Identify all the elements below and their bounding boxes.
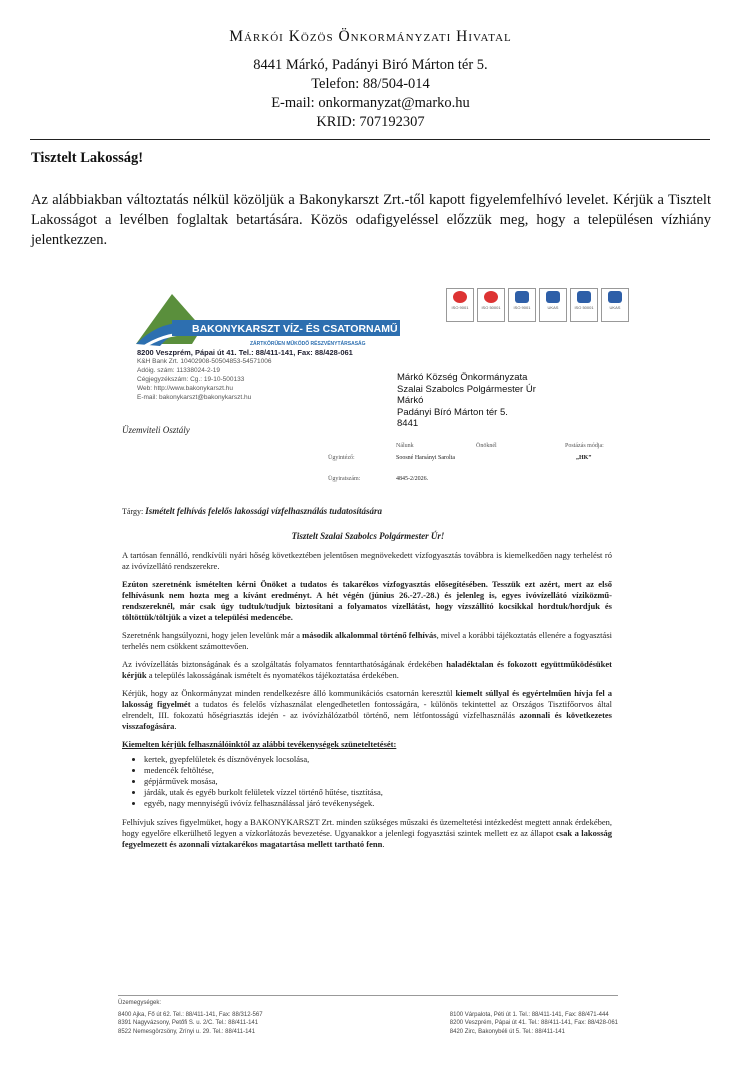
meta-onoknel: Önöknél (476, 443, 497, 449)
cert-badge-iso9001-b: ISO 9001 (508, 288, 536, 322)
paragraph-1: A tartósan fennálló, rendkívüli nyári hőség következtében jelentősen megnövekedett vízfogyasztás továbbra is kiemelkedően nagy terhelést ró az ivóvízellátó rendszerekre. (122, 550, 612, 571)
cert-badge-iso50001-b: ISO 50001 (570, 288, 598, 322)
office-krid: KRID: 707192307 (316, 114, 425, 130)
sender-block (137, 348, 353, 402)
paragraph-3: Szeretnénk hangsúlyozni, hogy jelen levelünk már a második alkalommal történő felhívás, mivel a korábbi tájékoztatás ellenére a fogyasztási terhelés nem csökkent számottevően. (122, 630, 612, 651)
header-divider (30, 139, 710, 140)
meta-ugyiratszam: 4845-2/2026. (396, 476, 429, 482)
office-email: E-mail: onkormanyzat@marko.hu (271, 95, 470, 111)
sender-web: Web: http://www.bakonykarszt.hu (137, 385, 233, 392)
letter-salutation: Tisztelt Szalai Szabolcs Polgármester Úr! (291, 531, 445, 541)
department-name: Üzemviteli Osztály (122, 425, 190, 435)
sender-address: 8200 Veszprém, Pápai út 41. Tel.: 88/411-141, Fax: 88/428-061 (137, 348, 353, 357)
meta-hk: „HK” (576, 455, 592, 461)
sender-tax: Adóig. szám: 11338024-2-19 (137, 367, 220, 374)
meta-nalunk: Nálunk (396, 443, 414, 449)
certification-badges (446, 288, 629, 322)
list-item: • kertek, gyepfelületek és dísznövények locsolása, (144, 754, 612, 765)
logo-sub: ZÁRTKÖRŰEN MŰKÖDŐ RÉSZVÉNYTÁRSASÁG (250, 341, 366, 347)
meta-postazas: Postázás módja: (565, 443, 604, 449)
paragraph-5: Kérjük, hogy az Önkormányzat minden rendelkezésre álló kommunikációs csatornán keresztül kiemelt súllyal és egyértelműen hívja fel a lakosság figyelmét a tudatos és felelős vízhasználat elengedhetetlen fontosságára, - különös tekintettel az Országos Tisztifőorvos által elrendelt, III. fokozatú hőségriasztás idején - az ivóvízhálózatból történő, nem létfontosságú vízfelhasználás azonnali és következetes visszafogására. (122, 688, 612, 731)
list-item: • gépjárművek mosása, (144, 776, 612, 787)
sender-reg: Cégjegyzékszám: Cg.: 19-10-500133 (137, 376, 245, 383)
paragraph-4: Az ivóvízellátás biztonságának és a szolgáltatás folyamatos fenntarthatóságának érdekében haladéktalan és fokozott együttműködésüket kérjük a település lakosságának ismételt és nyomatékos tájékoztatása érdekében. (122, 659, 612, 680)
paragraph-6: Felhívjuk szíves figyelmüket, hogy a BAKONYKARSZT Zrt. minden szükséges műszaki és üzemeltetési intézkedést megtett annak érdekében, hogy egyelőre elkerülhető legyen a vízkorlátozás bevezetése. Ugyanakkor a jelenlegi fogyasztási szintek mellett ez az állapot csak a lakosság fegyelmezett és azonnali víztakarékos magatartása mellett tartható fenn. (122, 817, 613, 849)
paragraph-2: Ezúton szeretnénk ismételten kérni Önöket a tudatos és takarékos vízfogyasztás elősegítésében. Tesszük ezt azért, mert az első felhívásunk nem hozta meg a kívánt eredményt. A hét végén (június 26.-27.-28.) és jelenleg is, egyes ivóvízellátó víziközmű-rendszereknél, már csak úgy tudtuk/tudjuk biztosítani a folyamatos vízellátást, hogy vízszállító kocsikkal hordtuk/hordjuk és töltöttük/töltjük a vizet a települési medencébe. (122, 579, 612, 622)
list-item: • járdák, utak és egyéb burkolt felületek vízzel történő hűtése, tisztítása, (144, 787, 612, 798)
list-heading: Kiemelten kérjük felhasználóinktól az alábbi tevékenységek szüneteltetését: (122, 739, 397, 749)
embedded-letter (108, 280, 628, 1040)
meta-ugyintezo-label: Ügyintéző: (328, 455, 355, 461)
office-address: 8441 Márkó, Padányi Biró Márton tér 5. (253, 57, 488, 73)
office-title: Márkói Közös Önkormányzati Hivatal (229, 28, 512, 45)
sender-email: E-mail: bakonykarszt@bakonykarszt.hu (137, 394, 252, 401)
sender-bank: K&H Bank Zrt. 10402908-50504853-54571006 (137, 358, 272, 365)
cert-badge-ukas-b: UKAS (601, 288, 629, 322)
footer-left: 8400 Ajka, Fő út 62. Tel.: 88/411-141, Fax: 88/312-567 8391 Nagyvázsony, Petőfi S. u. 2/C. Tel.: 88/411-141 8522 Nemesgörzsöny, Zrínyi u. 29. Tel.: 88/411-141 (118, 1011, 263, 1035)
letter-footer (118, 995, 618, 1036)
letter-subject: Tárgy: Ismételt felhívás felelős lakossági vízfelhasználás tudatosítására (122, 506, 382, 516)
office-phone: Telefon: 88/504-014 (311, 76, 430, 92)
cert-badge-iso9001: ISO 9001 (446, 288, 474, 322)
footer-right: 8100 Várpalota, Péti út 1. Tel.: 88/411-141, Fax: 88/471-444 8200 Veszprém, Pápai út 41. Tel.: 88/411-141, Fax: 88/428-061 8420 Zirc, Bakonybéli út 5. Tel.: 88/411-141 (449, 1011, 618, 1035)
letter-body (122, 550, 612, 857)
meta-ugyintezo: Soosné Harsányi Sarolta (396, 455, 455, 461)
greeting: Tisztelt Lakosság! (31, 150, 144, 166)
list-item: • medencék feltöltése, (144, 765, 612, 776)
cert-badge-ukas: UKAS (539, 288, 567, 322)
meta-ugyiratszam-label: Ügyiratszám: (328, 476, 361, 482)
cert-badge-iso50001: ISO 50001 (477, 288, 505, 322)
activity-list (122, 754, 612, 809)
list-item: • egyéb, nagy mennyiségű ivóvíz felhasználással járó tevékenységek. (144, 798, 612, 809)
footer-heading: Üzemegységek: (118, 1000, 162, 1006)
recipient-block: Márkó Község Önkormányzata Szalai Szabolcs Polgármester Úr Márkó Padányi Bíró Márton tér 5. 8441 (397, 372, 536, 429)
intro-paragraph: Az alábbiakban változtatás nélkül közöljük a Bakonykarszt Zrt.-től kapott figyelemfelhívó levelet. Kérjük a Tisztelt Lakosságot a levélben foglaltak betartására. Közös odafigyeléssel előzzük meg, hogy a településen vízhiány jelentkezzen. (31, 192, 711, 248)
logo-name: BAKONYKARSZT VÍZ- ÉS CSATORNAMŰ (192, 323, 398, 335)
